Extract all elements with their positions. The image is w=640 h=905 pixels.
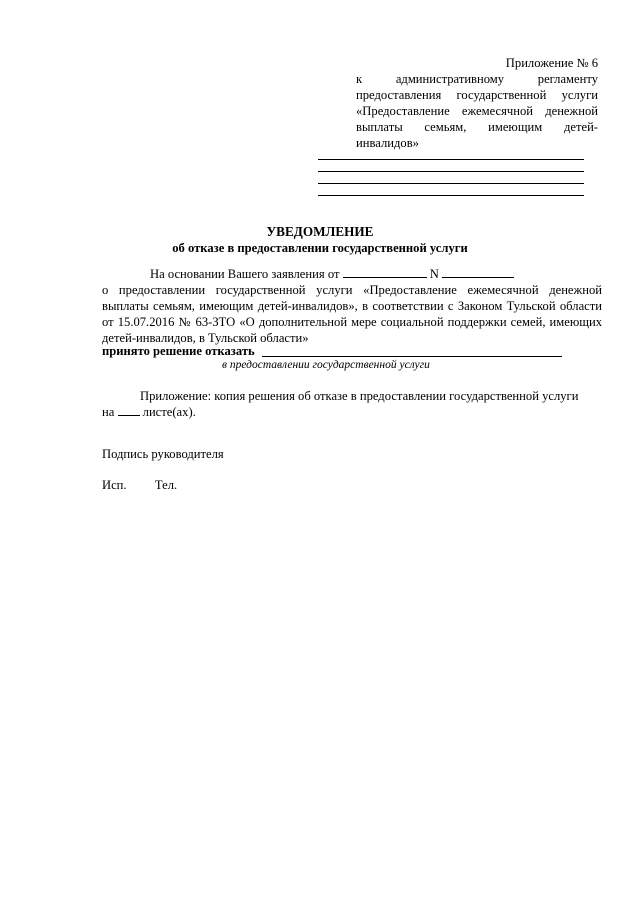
- application-number-label: N: [429, 267, 439, 281]
- application-number-blank[interactable]: [442, 266, 514, 278]
- addressee-line-2[interactable]: [318, 171, 584, 172]
- annex-line-1: к административному регламенту: [356, 72, 598, 86]
- attachment-line-2: [102, 404, 602, 420]
- notice-subtitle: об отказе в предоставлении государственной услуги: [172, 241, 468, 255]
- annex-line-3: «Предоставление ежемесячной денежной: [356, 104, 598, 118]
- addressee-line-4[interactable]: [318, 195, 584, 196]
- body-paragraph-text: о предоставлении государственной услуги «Предоставление ежемесячной денежной выплаты семьям, имеющим детей-инвалидов», в соответствии с Законом Тульской области от 15.07.2016 № 63-ЗТО «О дополнительной мере социальной поддержки семей, имеющих детей-инвалидов, в Тульской области»: [102, 283, 602, 345]
- application-date-blank[interactable]: [343, 266, 427, 278]
- application-date-label: На основании Вашего заявления от: [150, 267, 340, 281]
- attachment-line-1: [102, 388, 602, 404]
- notice-title: УВЕДОМЛЕНИЕ: [266, 224, 374, 239]
- signature-label: Подпись руководителя: [102, 447, 224, 461]
- addressee-line-3[interactable]: [318, 183, 584, 184]
- phone-label: Тел.: [154, 478, 178, 492]
- addressee-line-1[interactable]: [318, 159, 584, 160]
- annex-line-4: выплаты семьям, имеющим детей-инвалидов»: [356, 120, 598, 150]
- executor-line: [102, 477, 177, 493]
- decision-caption: в предоставлении государственной услуги: [222, 359, 430, 371]
- attachment-sheets-suffix: листе(ах).: [142, 405, 196, 419]
- executor-label: Исп.: [102, 478, 127, 492]
- attachment-sheets-prefix: на: [102, 405, 115, 419]
- attachment-sheets-blank[interactable]: [118, 404, 140, 416]
- decision-label: принято решение отказать: [102, 344, 255, 358]
- annex-title: Приложение № 6: [505, 56, 598, 70]
- attachment-paragraph: [102, 388, 602, 420]
- annex-line-2: предоставления государственной услуги: [356, 88, 598, 102]
- annex-block: [356, 55, 598, 151]
- attachment-text: Приложение: копия решения об отказе в предоставлении государственной услуги: [140, 389, 579, 403]
- body-paragraph: [102, 266, 602, 346]
- body-first-line: [102, 266, 602, 282]
